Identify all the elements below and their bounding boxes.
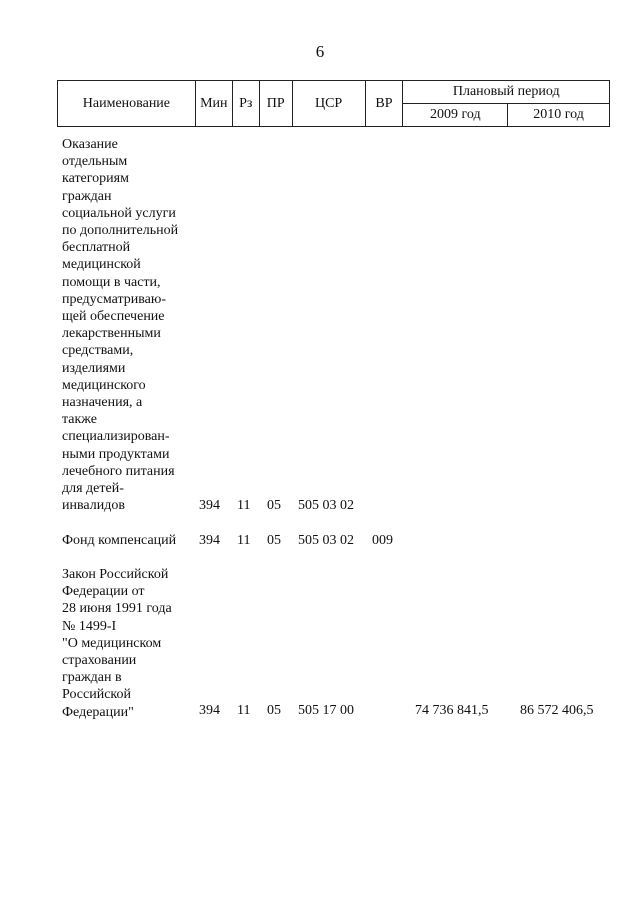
row-3-csr: 505 17 00 [298,703,354,718]
header-pr: ПР [259,81,292,127]
row-3-name: Закон Российской Федерации от 28 июня 1991 года № 1499-I "О медицинском страховании граждан в Российской Федерации" [62,567,172,720]
row-3-pr: 05 [267,703,281,718]
row-2-pr: 05 [267,533,281,548]
header-planned-period: Плановый период [403,81,610,104]
row-1-pr: 05 [267,498,281,513]
header-year-2009: 2009 год [403,104,508,127]
header-min: Мин [195,81,232,127]
header-vr: ВР [365,81,403,127]
row-2-csr: 505 03 02 [298,533,354,548]
row-2-name: Фонд компенсаций [62,533,177,548]
row-3-2010: 86 572 406,5 [520,703,594,718]
header-rz: Рз [232,81,259,127]
row-3-2009: 74 736 841,5 [415,703,489,718]
row-1-min: 394 [199,498,220,513]
row-3-rz: 11 [237,703,251,718]
row-1-name: Оказание отдельным категориям граждан социальной услуги по дополнительной бесплатной медицинской помощи в части, предусматриваю- щей обеспечение лекарственными средствами, изделиями медицинского назначения, а также специализирован- ными продуктами лечебного питания для детей- инвалидов [62,137,179,514]
page-number: 6 [315,42,325,61]
row-1-csr: 505 03 02 [298,498,354,513]
row-2-rz: 11 [237,533,251,548]
row-3-min: 394 [199,703,220,718]
header-year-2010: 2010 год [508,104,610,127]
row-2-vr: 009 [372,533,393,548]
header-csr: ЦСР [292,81,365,127]
table-header [57,80,610,127]
row-2-min: 394 [199,533,220,548]
row-1-rz: 11 [237,498,251,513]
header-name: Наименование [58,81,196,127]
